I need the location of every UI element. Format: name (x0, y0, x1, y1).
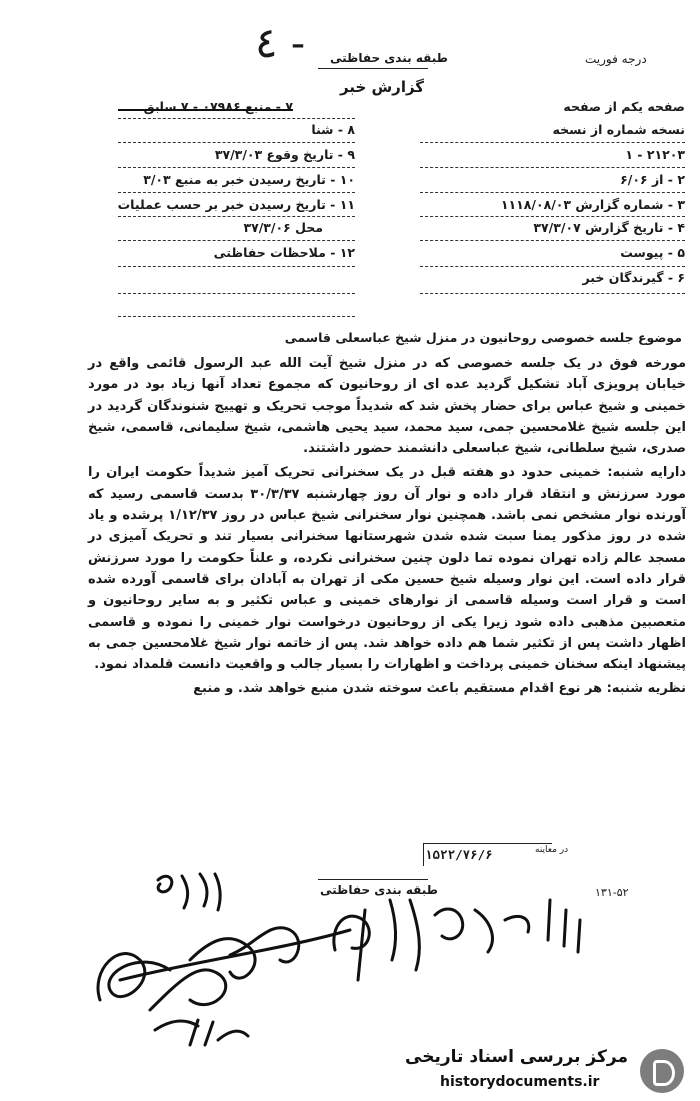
rule-line (420, 167, 685, 168)
subject-line: موضوع جلسه خصوصی روحانیون در منزل شیخ عباسعلی قاسمی (284, 330, 682, 345)
strikethrough-line (118, 109, 293, 111)
field-recipients: ۶ - گیرندگان خبر (582, 270, 685, 285)
field-event-date: ۹ - تاریخ وقوع ۳۷/۳/۰۳ (214, 147, 355, 162)
field-source: ۷ - منبع ۰۷۹۸۶ - ۷ سابق (143, 99, 293, 114)
rule-line (420, 216, 685, 217)
classification-underline (318, 68, 428, 69)
rule-line (118, 293, 355, 294)
archive-logo-icon (640, 1049, 684, 1093)
form-code: ۱۳۱-۵۲ (595, 886, 629, 899)
stamp-number: ۱۵۲۲/۷۶/۶ (425, 847, 493, 862)
report-title: گزارش خبر (340, 78, 425, 96)
field-attachment: ۵ - پیوست (620, 245, 685, 260)
body-paragraph: نظریه شنبه: هر نوع اقدام مستقیم باعث سوخته شدن منبع خواهد شد. و منبع (193, 681, 686, 697)
handwritten-signature (80, 860, 640, 1060)
priority-label: درجه فوریت (585, 52, 647, 66)
field-location: محل ۳۷/۳/۰۶ (243, 220, 323, 235)
body-paragraph: مورخه فوق در یک جلسه خصوصی که در منزل شیخ آیت الله عبد الرسول قائمی واقع در خیابان پرویزی آباد تشکیل گردید عده ای از روحانیون که مجموع تعداد آنها زیاد بود در مورد خمینی و شیخ عباس برای حضار پخش شد که شدیداً موجب تحریک و تهییج شنوندگان گردید در این جلسه شیخ غلامحسین جمی، سید محمد، سید یحیی هاشمی، شیخ سلیمانی، قاسمی، شیخ صدری، شیخ سلطانی، شیخ عباسعلی دانشمند حضور داشتند. (88, 356, 686, 457)
logo-name: مرکز بررسی اسناد تاریخی (405, 1047, 628, 1067)
handwritten-number: ٤ - (255, 18, 306, 67)
rule-line (420, 192, 685, 193)
rule-line (118, 118, 355, 119)
field-report-date: ۴ - تاریخ گزارش ۳۷/۳/۰۷ (533, 220, 685, 235)
rule-line (420, 240, 685, 241)
rule-line (118, 167, 355, 168)
rule-line (118, 240, 355, 241)
report-body (88, 353, 686, 700)
rule-line (420, 142, 685, 143)
field-shenasa: ۸ - شنا (311, 122, 355, 137)
rule-line (420, 293, 685, 294)
field-received-operation: ۱۱ - تاریخ رسیدن خبر بر حسب عملیات (117, 197, 355, 212)
field-report-number: ۳ - شماره گزارش ۱۱۱۸/۰۸/۰۳ (500, 197, 685, 212)
rule-line (118, 316, 355, 317)
field-1: ۱ - ۲۱۲۰۳ (625, 147, 685, 162)
classification-label: طبقه بندی حفاظتی (330, 51, 448, 65)
field-copy-number: نسخه شماره از نسخه (552, 122, 685, 137)
field-security-notes: ۱۲ - ملاحظات حفاظتی (213, 245, 355, 260)
rule-line (118, 192, 355, 193)
field-page: صفحه یکم از صفحه (563, 99, 685, 114)
rule-line (118, 216, 355, 217)
rule-line (118, 266, 355, 267)
rule-line (420, 266, 685, 267)
logo-url[interactable]: historydocuments.ir (440, 1074, 600, 1090)
field-2: ۲ - از ۶/۰۶ (620, 172, 685, 187)
bottom-classification-label: طبقه بندی حفاظتی (320, 883, 438, 897)
rule-line (118, 142, 355, 143)
field-received-source: ۱۰ - تاریخ رسیدن خبر به منبع ۳/۰۳ (143, 172, 355, 187)
body-paragraph: دارایه شنبه: خمینی حدود دو هفته قبل در یک سخنرانی تحریک آمیز شدیداً حکومت ایران را مورد سرزنش و انتقاد قرار داده و نوار آن روز چهارشنبه ۳۰/۳/۳۷ بدست قاسمی رسید که آورنده نوار مشخص نمی باشد. همچنین نوار سخنرانی شیخ عباس در روز ۱/۱۲/۳۷ پرشده و یاد شده در روز مذکور یمنا سبت شده شدن شهرستانها سخنرانی بسیار تند و تحریک آمیزی در مسجد عالم زاده تهران نموده تما دلون چنین سخنرانی نکرده، و علناً حکومت را مورد سرزنش قرار داده است. این نوار وسیله شیخ حسین مکی از تهران به آبادان برای قاسمی آورده شده است و قرار است وسیله قاسمی از نوارهای خمینی و عباس تکثیر و به سایر روحانیون و متعصبین مذهبی داده شود زیرا یکی از روحانیون درخواست نوار خمینی را نموده و قاسمی اظهار داشت پس از تکثیر شما هم داده خواهد شد. پس از خاتمه نوار شیخ غلامحسین جمی به پیشنهاد اینکه سخنان خمینی پرداخت و اظهارات را بسیار جالب و واقعیت دانست قلمداد نمود. (88, 465, 686, 673)
stamp-label: در معاینه (535, 845, 569, 855)
